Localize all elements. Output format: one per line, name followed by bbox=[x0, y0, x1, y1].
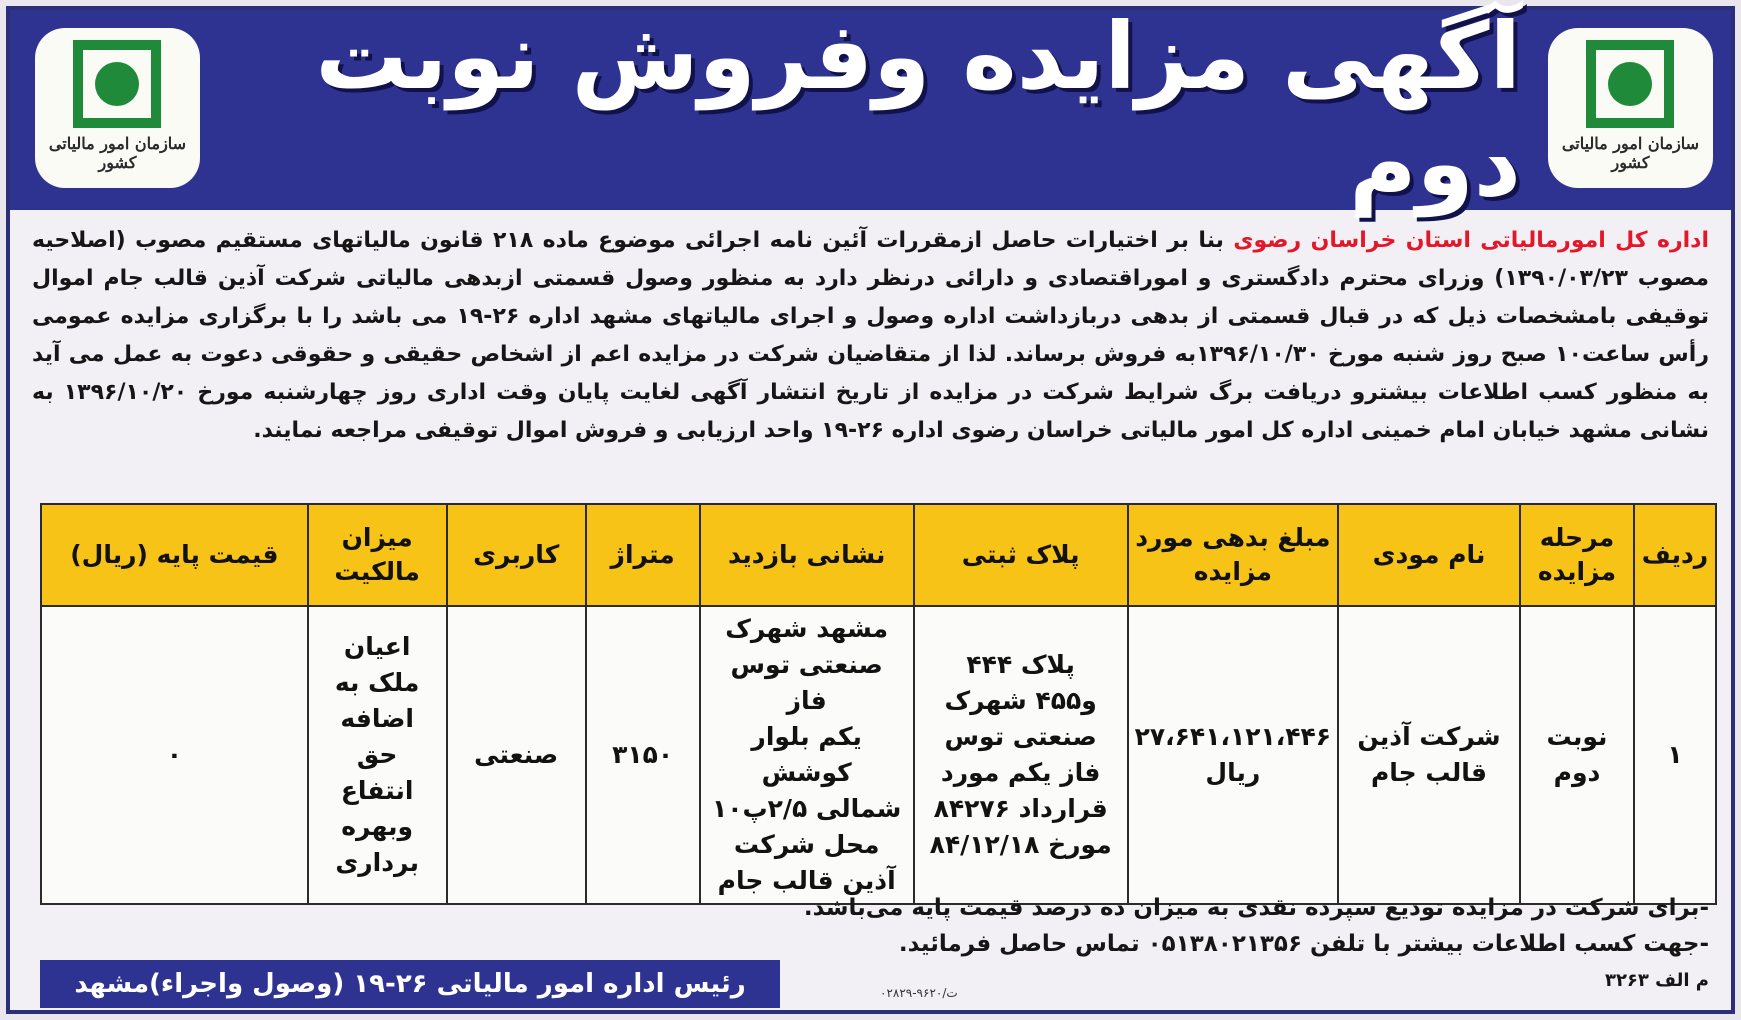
col-header-debt-amount: مبلغ بدهی مورد مزایده bbox=[1128, 504, 1338, 606]
logo-caption-right: سازمان امور مالیاتی کشور bbox=[1561, 134, 1700, 172]
col-header-base-price: قیمت پایه (ریال) bbox=[41, 504, 308, 606]
cell-visit-address: مشهد شهرک صنعتی توس فاز یکم بلوار کوشش شمالی ۲/۵پ۱۰ محل شرکت آذین قالب جام bbox=[700, 606, 914, 904]
col-header-row-number: ردیف bbox=[1634, 504, 1716, 606]
cell-row-number: ۱ bbox=[1634, 606, 1716, 904]
logo-right bbox=[1548, 28, 1713, 188]
note-deposit: -برای شرکت در مزایده تودیع سپرده نقدی به میزان ده درصد قیمت پایه می‌باشد. bbox=[803, 895, 1709, 921]
intro-text: بنا بر اختیارات حاصل ازمقررات آئین نامه اجرائی موضوع ماده ۲۱۸ قانون مالیاتهای مستقیم مصوب (اصلاحیه مصوب ۱۳۹۰/۰۳/۲۳) وزرای محترم دادگستری و اموراقتصادی و دارائی درنظر دارد به منظور وصول قسمتی ازبدهی مالیاتی شرکت آذین قالب جام اموال توقیفی بامشخصات ذیل که در قبال قسمتی از بدهی دربازداشت اداره وصول و اجرای مالیاتهای مشهد اداره ۲۶-۱۹ می باشد را با برگزاری مزایده عمومی رأس ساعت۱۰ صبح روز شنبه مورخ ۱۳۹۶/۱۰/۳۰به فروش برساند. لذا از متقاضیان شرکت در مزایده اعم از اشخاص حقیقی و حقوقی دعوت به عمل می آید به منظور کسب اطلاعات بیشترو دریافت برگ شرایط شرکت در مزایده از تاریخ انتشار آگهی لغایت پایان وقت اداری روز چهارشنبه مورخ ۱۳۹۶/۱۰/۲۰ به نشانی مشهد خیابان امام خمینی اداره کل امور مالیاتی خراسان رضوی اداره ۲۶-۱۹ واحد ارزیابی و فروش اموال توقیفی مراجعه نمایند. bbox=[32, 228, 1710, 443]
cell-ownership: اعیان ملک به اضافه حق انتفاع وبهره برداری bbox=[308, 606, 447, 904]
logo-caption-left: سازمان امور مالیاتی کشور bbox=[48, 134, 187, 172]
intro-paragraph bbox=[32, 222, 1709, 450]
note-contact: -جهت کسب اطلاعات بیشتر با تلفن ۰۵۱۳۸۰۲۱۳۵۶ تماس حاصل فرمائید. bbox=[898, 931, 1709, 957]
col-header-taxpayer: نام مودی bbox=[1338, 504, 1520, 606]
col-header-usage: کاربری bbox=[447, 504, 586, 606]
cell-base-price: ۰ bbox=[41, 606, 308, 904]
intro-highlight: اداره کل امورمالیاتی استان خراسان رضوی bbox=[1233, 228, 1709, 253]
auction-notice bbox=[6, 3, 1735, 1014]
cell-taxpayer: شرکت آذین قالب جام bbox=[1338, 606, 1520, 904]
cell-debt-amount: ۲۷،۶۴۱،۱۲۱،۴۴۶ ریال bbox=[1128, 606, 1338, 904]
header-banner bbox=[10, 3, 1731, 217]
page-title: آگهی مزایده وفروش نوبت دوم bbox=[315, 3, 1521, 217]
notes bbox=[609, 890, 1709, 962]
emblem-icon bbox=[1586, 40, 1674, 128]
table-header-row bbox=[41, 504, 1716, 606]
cell-area: ۳۱۵۰ bbox=[586, 606, 700, 904]
cell-stage: نوبت دوم bbox=[1520, 606, 1634, 904]
cell-registry-plate: پلاک ۴۴۴ و۴۵۵ شهرک صنعتی توس فاز یکم مورد قرارداد ۸۴۲۷۶ مورخ ۸۴/۱۲/۱۸ bbox=[914, 606, 1128, 904]
col-header-stage: مرحله مزایده bbox=[1520, 504, 1634, 606]
table-row bbox=[41, 606, 1716, 904]
print-code: ۰۲۸۲۹-۹۶۲۰/ت bbox=[880, 986, 958, 1000]
footer-signature: رئیس اداره امور مالیاتی ۲۶-۱۹ (وصول واجراء)مشهد bbox=[40, 960, 780, 1008]
auction-table bbox=[40, 503, 1717, 905]
col-header-visit-address: نشانی بازدید bbox=[700, 504, 914, 606]
cell-usage: صنعتی bbox=[447, 606, 586, 904]
col-header-registry-plate: پلاک ثبتی bbox=[914, 504, 1128, 606]
col-header-ownership: میزان مالکیت bbox=[308, 504, 447, 606]
emblem-icon bbox=[73, 40, 161, 128]
notice-code: م الف ۳۲۶۳ bbox=[1604, 970, 1709, 991]
logo-left bbox=[35, 28, 200, 188]
col-header-area: متراژ bbox=[586, 504, 700, 606]
